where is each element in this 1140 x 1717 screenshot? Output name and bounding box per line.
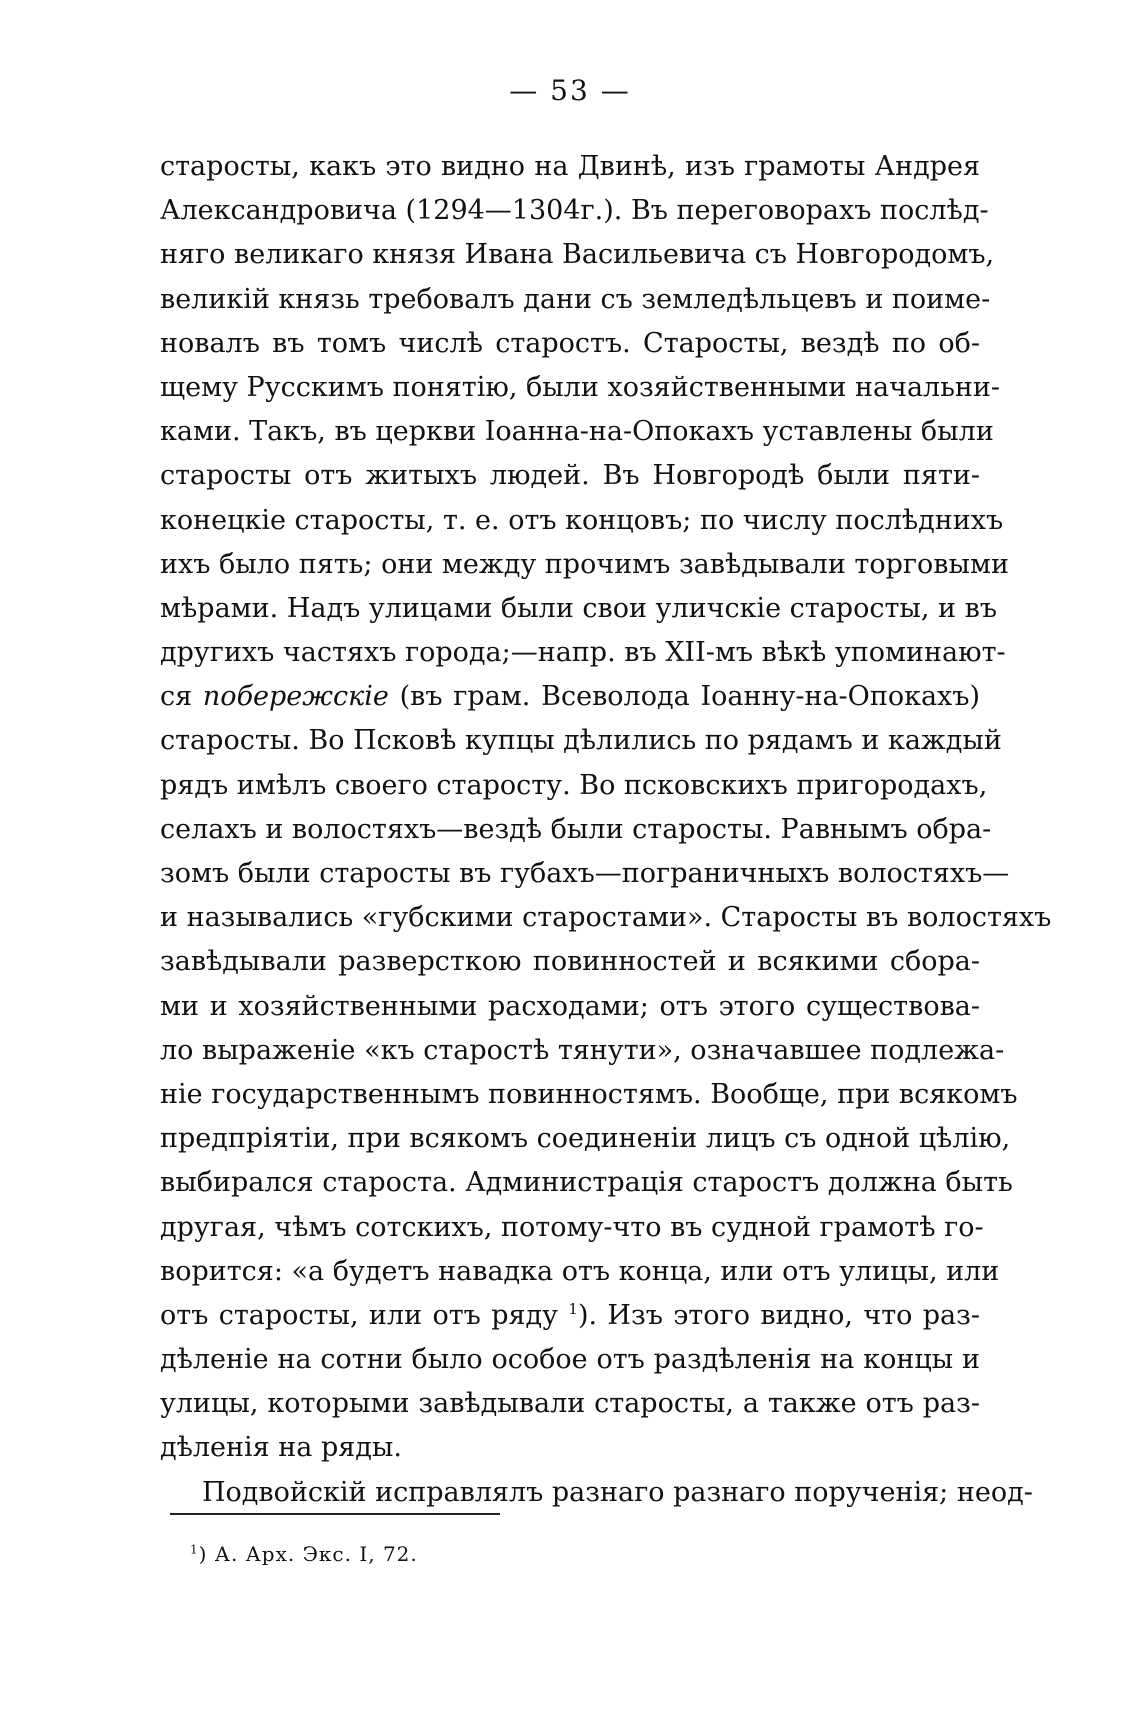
paragraph-start-line: Подвойскій исправлялъ разнаго разнаго порученія; неод- [202, 1476, 1033, 1508]
text-line: предпріятіи, при всякомъ соединеніи лицъ съ одной цѣлію, [160, 1123, 1011, 1155]
text-line: ніе государственнымъ повинностямъ. Вообще, при всякомъ [160, 1078, 1018, 1110]
text-line: няго великаго князя Ивана Васильевича съ Новгородомъ, [160, 239, 995, 271]
text-line: улицы, которыми завѣдывали старосты, а также отъ раз- [160, 1388, 980, 1420]
text-line: зомъ были старосты въ губахъ—пограничныхъ волостяхъ— [160, 858, 1010, 889]
text-line: ихъ было пять; они между прочимъ завѣдывали торговыми [160, 548, 1009, 580]
text-fragment: ). Изъ этого видно, что раз- [577, 1299, 980, 1331]
text-fragment: отъ старосты, или отъ ряду [160, 1299, 569, 1331]
text-line: великій князь требовалъ дани съ земледѣльцевъ и поиме- [160, 283, 991, 315]
text-line: другая, чѣмъ сотскихъ, потому-что въ судной грамотѣ го- [160, 1211, 984, 1243]
text-line: ворится: «а будетъ навадка отъ конца, или отъ улицы, или [160, 1255, 1000, 1287]
text-line-with-footnote-ref [160, 1294, 980, 1338]
text-line: старосты. Во Псковѣ купцы дѣлились по рядамъ и каждый [160, 725, 1002, 757]
text-line: мѣрами. Надъ улицами были свои уличскіе старосты, и въ [160, 592, 997, 624]
footnote [190, 1542, 418, 1566]
text-line: селахъ и волостяхъ—вездѣ были старосты. Равнымъ обра- [160, 813, 992, 845]
text-fragment: ся [160, 681, 203, 713]
text-line: рядъ имѣлъ своего старосту. Во псковскихъ пригородахъ, [160, 769, 988, 801]
text-line: старосты, какъ это видно на Двинѣ, изъ грамоты Андрея [160, 151, 980, 182]
page-number: — 53 — [509, 74, 631, 107]
text-line: ми и хозяйственными расходами; отъ этого существова- [160, 990, 980, 1022]
text-line: другихъ частяхъ города;—напр. въ XII-мъ вѣкѣ упоминают- [160, 637, 1006, 669]
text-line: и назывались «губскими старостами». Старосты въ волостяхъ [160, 902, 1052, 934]
text-line: ками. Такъ, въ церкви Іоанна-на-Опокахъ уставлены были [160, 416, 994, 448]
footnote-marker: 1 [190, 1542, 199, 1557]
text-line-with-italic [160, 675, 980, 719]
text-line: выбирался староста. Администрація старостъ должна быть [160, 1167, 1013, 1199]
text-line: завѣдывали разверсткою повинностей и всякими сбора- [160, 946, 980, 978]
text-line: старосты отъ житыхъ людей. Въ Новгородѣ были пяти- [160, 460, 980, 492]
footnote-divider [170, 1513, 500, 1515]
text-line: ло выраженіе «къ старостѣ тянути», означавшее подлежа- [160, 1034, 1005, 1066]
footnote-text: ) А. Арх. Экс. I, 72. [198, 1542, 418, 1566]
text-fragment: (въ грам. Всеволода Іоанну-на-Опокахъ) [388, 681, 980, 713]
paragraph-end-line: дѣленія на ряды. [160, 1432, 402, 1464]
text-line: щему Русскимъ понятію, были хозяйственными начальни- [160, 371, 1001, 403]
body-text [160, 145, 1052, 1515]
text-line: конецкіе старосты, т. е. отъ концовъ; по числу послѣднихъ [160, 504, 1004, 536]
text-line: новалъ въ томъ числѣ старостъ. Старосты, вездѣ по об- [160, 327, 980, 359]
footnote-reference: 1 [568, 1299, 578, 1318]
text-line: Александровича (1294—1304г.). Въ переговорахъ послѣд- [160, 195, 989, 227]
text-line: дѣленіе на сотни было особое отъ раздѣленія на концы и [160, 1344, 980, 1376]
italic-term: побережскіе [202, 681, 389, 713]
